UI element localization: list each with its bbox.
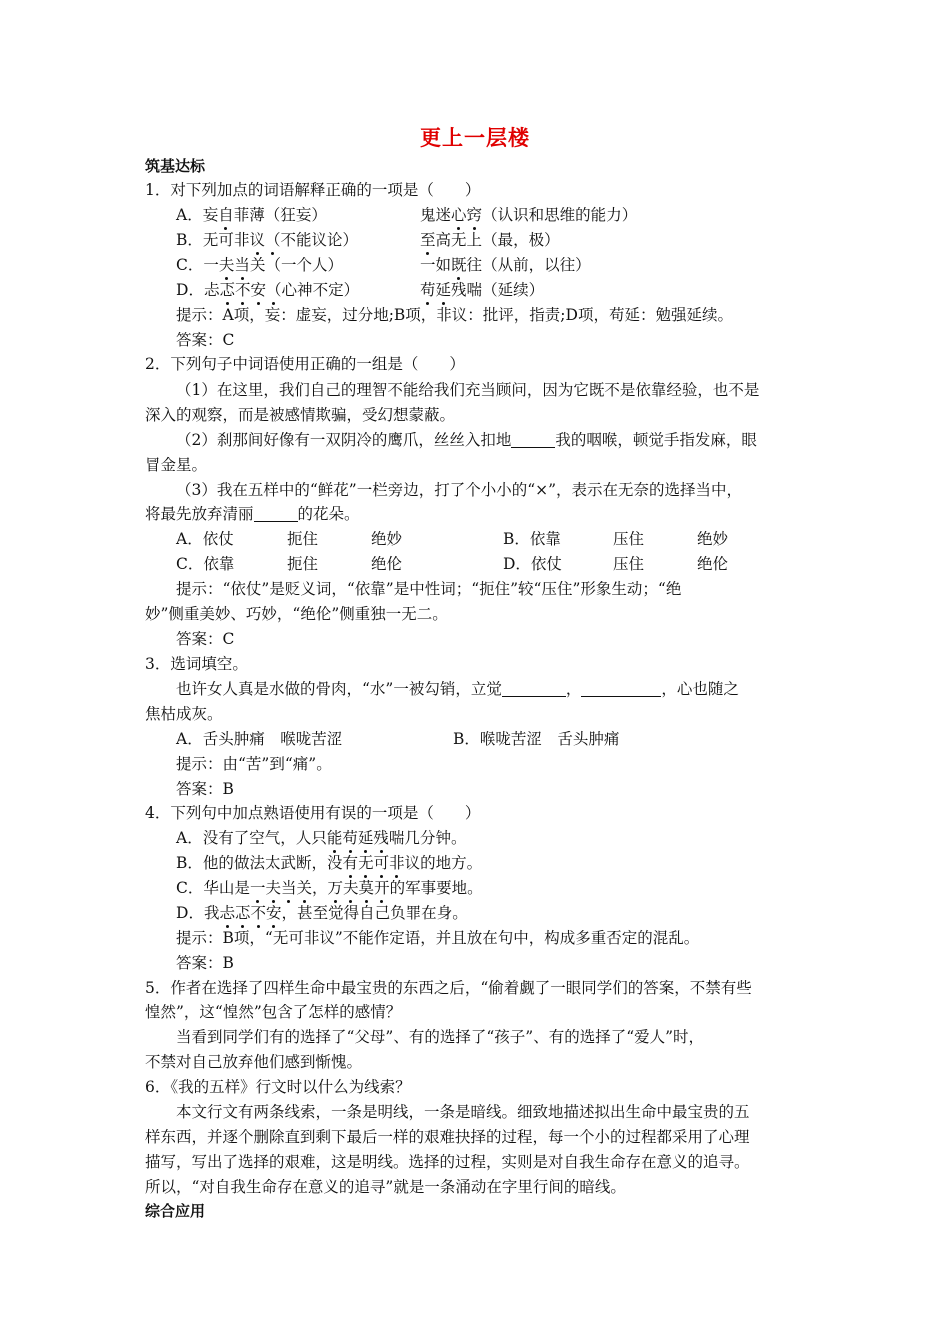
q1-option-d-right: 苟延残喘（延续）	[420, 281, 545, 299]
q2-option-b-2: 压住	[613, 530, 645, 548]
q2-option-d-3: 绝伦	[697, 555, 729, 573]
emphasis-dot-char: 自	[218, 206, 234, 224]
q1-option-c-right: 一如既往（从前，以往）	[420, 256, 591, 274]
emphasis-dot-char: 莫	[358, 879, 375, 897]
emphasis-dot-char: 不	[234, 281, 251, 299]
q3-text-pre: 也许女人真是水做的骨肉，“水”一被勾销，立觉	[176, 680, 502, 698]
fill-blank	[511, 431, 555, 448]
emphasis-dot-char: 窍	[466, 206, 483, 224]
q2-option-a-2: 扼住	[287, 530, 319, 548]
q2-sentence-3-pre: 将最先放弃清丽	[145, 505, 254, 523]
q5-answer-line-1: 当看到同学们有的选择了“父母”、有的选择了“孩子”、有的选择了“爱人”时，	[176, 1028, 705, 1046]
q2-sentence-2-line-2: 冒金星。	[145, 456, 208, 474]
emphasis-dot-char: 苟	[342, 829, 358, 847]
q2-sentence-3-line-1: （3）我在五样中的“鲜花”一栏旁边，打了个小小的“×”，表示在无奈的选择当中，	[176, 481, 743, 499]
q2-option-d-2: 压住	[613, 555, 645, 573]
emphasis-dot-char: 能	[326, 829, 343, 847]
q2-option-c-2: 扼住	[287, 555, 319, 573]
page-title: 更上一层楼	[420, 126, 530, 150]
emphasis-dot-char: 安	[250, 281, 267, 299]
emphasis-dot-char: 万	[327, 879, 344, 897]
q2-option-c-1: C．依靠	[176, 555, 235, 573]
fill-blank	[254, 505, 298, 522]
q6-answer-line-2: 样东西，并逐个删除直到剩下最后一样的艰难抉择的过程，每一个小的过程都采用了心理	[145, 1128, 750, 1146]
emphasis-dot-char: 可	[373, 854, 390, 872]
q2-sentence-1-line-2: 深入的观察，而是被感情欺骗，受幻想蒙蔽。	[145, 406, 456, 424]
q4-hint: 提示：B项，“无可非议”不能作定语，并且放在句中，构成多重否定的混乱。	[176, 929, 700, 947]
emphasis-dot-char: 夫	[265, 879, 281, 897]
q5-answer-line-2: 不禁对自己放弃他们感到惭愧。	[145, 1053, 363, 1071]
q3-stem: 3．选词填空。	[145, 655, 248, 673]
q3-option-a: A．舌头肿痛 喉咙苦涩	[176, 730, 343, 748]
q1-option-a-left: A．妄自菲薄（狂妄）	[176, 206, 327, 224]
q6-stem: 6．《我的五样》行文时以什么为线索？	[145, 1078, 411, 1096]
q4-option-b: B．他的做法太武断，没有无可非议的地方。	[176, 854, 483, 872]
q4-option-a: A．没有了空气，人只能苟延残喘几分钟。	[176, 829, 467, 847]
q4-stem: 4．下列句中加点熟语使用有误的一项是（ ）	[145, 804, 481, 822]
q2-answer: 答案：C	[176, 630, 235, 648]
q2-sentence-3-post: 的花朵。	[297, 505, 360, 523]
q1-option-a-right: 鬼迷心窍（认识和思维的能力）	[420, 206, 638, 224]
emphasis-dot-char: 议	[249, 231, 265, 249]
q1-option-b-left: B．无可非议（不能议论）	[176, 231, 359, 249]
emphasis-dot-char: 延	[357, 829, 374, 847]
emphasis-dot-char: 忐	[219, 904, 235, 922]
emphasis-dot-char: （	[264, 231, 281, 249]
q4-answer: 答案：B	[176, 954, 234, 972]
fill-blank	[502, 680, 566, 697]
q2-hint-line-1: 提示：“依仗”是贬义词，“依靠”是中性词；“扼住”较“压住”形象生动；“绝	[176, 580, 682, 598]
q5-stem-line-1: 5．作者在选择了四样生命中最宝贵的东西之后，“偷着觑了一眼同学们的答案，不禁有些	[145, 979, 752, 997]
emphasis-dot-char: 苟	[420, 281, 436, 299]
section-heading-basic: 筑基达标	[145, 157, 206, 175]
q3-answer: 答案：B	[176, 780, 234, 798]
q2-sentence-3-line-2	[145, 504, 360, 524]
q1-stem: 1．对下列加点的词语解释正确的一项是（ ）	[145, 181, 481, 199]
q2-option-b-1: B．依靠	[503, 530, 561, 548]
q2-stem: 2．下列句子中词语使用正确的一组是（ ）	[145, 355, 465, 373]
emphasis-dot-char: 开	[374, 879, 390, 897]
q2-option-b-3: 绝妙	[697, 530, 729, 548]
q6-answer-line-1: 本文行文有两条线索，一条是明线，一条是暗线。细致地描述拟出生命中最宝贵的五	[176, 1103, 750, 1121]
q2-option-c-3: 绝伦	[371, 555, 403, 573]
emphasis-dot-char: 忑	[219, 281, 235, 299]
q1-option-d-left: D．忐忑不安（心神不定）	[176, 281, 360, 299]
q2-sentence-1-line-1: （1）在这里，我们自己的理智不能给我们充当顾问，因为它既不是依靠经验，也不是	[176, 381, 760, 399]
q2-sentence-2-line-1	[176, 430, 757, 450]
emphasis-dot-char: 关	[296, 879, 312, 897]
q5-stem-line-2: 惶然”，这“惶然”包含了怎样的感情？	[145, 1003, 402, 1021]
q2-sentence-2-pre: （2）刹那间好像有一双阴冷的鹰爪，丝丝入扣地	[176, 431, 512, 449]
emphasis-dot-char: （	[266, 281, 282, 299]
q2-option-a-1: A．依仗	[176, 530, 234, 548]
emphasis-dot-char: 不	[250, 904, 267, 922]
q3-text-line-2: 焦枯成灰。	[145, 705, 223, 723]
emphasis-dot-char: 夫	[343, 879, 359, 897]
q3-text-line-1	[176, 679, 739, 699]
q2-hint-line-2: 妙”侧重美妙、巧妙，“绝伦”侧重独一无二。	[145, 605, 448, 623]
emphasis-dot-char: 有	[342, 854, 359, 872]
emphasis-dot-char: 安	[266, 904, 282, 922]
q1-option-b-right: 至高无上（最，极）	[420, 231, 560, 249]
q2-option-a-3: 绝妙	[371, 530, 403, 548]
emphasis-dot-char: 忑	[234, 904, 251, 922]
q2-option-d-1: D．依仗	[503, 555, 562, 573]
q6-answer-line-3: 描写，写出了选择的艰难，这是明线。选择的过程，实则是对自我生命存在意义的追寻。	[145, 1153, 750, 1171]
q2-sentence-2-post: 我的咽喉，顿觉手指发麻，眼	[555, 431, 757, 449]
q1-option-c-left: C．一夫当关（一个人）	[176, 256, 344, 274]
emphasis-dot-char: 当	[280, 879, 297, 897]
emphasis-dot-char: 当	[234, 256, 250, 274]
q3-hint: 提示：由“苦”到“痛”。	[176, 755, 332, 773]
fill-blank	[581, 680, 661, 697]
emphasis-dot-char: 至	[420, 231, 436, 249]
emphasis-dot-char: 无	[358, 854, 374, 872]
emphasis-dot-char: 夫	[218, 256, 235, 274]
q1-hint: 提示：A项，妄：虚妄，过分地;B项，非议：批评，指责;D项，苟延：勉强延续。	[176, 306, 733, 324]
emphasis-dot-char: 延	[435, 281, 452, 299]
emphasis-dot-char: 心	[451, 206, 467, 224]
q4-option-c: C．华山是一夫当关，万夫莫开的军事要地。	[176, 879, 483, 897]
emphasis-dot-char: 既	[451, 256, 467, 274]
section-heading-application: 综合应用	[145, 1202, 206, 1220]
emphasis-dot-char: 残	[373, 829, 389, 847]
emphasis-dot-char: 非	[389, 854, 405, 872]
q3-option-b: B．喉咙苦涩 舌头肿痛	[453, 730, 620, 748]
q3-text-mid: ，	[565, 680, 582, 698]
q1-answer: 答案：C	[176, 331, 235, 349]
emphasis-dot-char: 一	[249, 879, 266, 897]
q6-answer-line-4: 所以，“对自我生命存在意义的追寻”就是一条涌动在字里行间的暗线。	[145, 1178, 626, 1196]
q3-text-post: ，心也随之	[661, 680, 739, 698]
q4-option-d: D．我忐忑不安，甚至觉得自己负罪在身。	[176, 904, 468, 922]
